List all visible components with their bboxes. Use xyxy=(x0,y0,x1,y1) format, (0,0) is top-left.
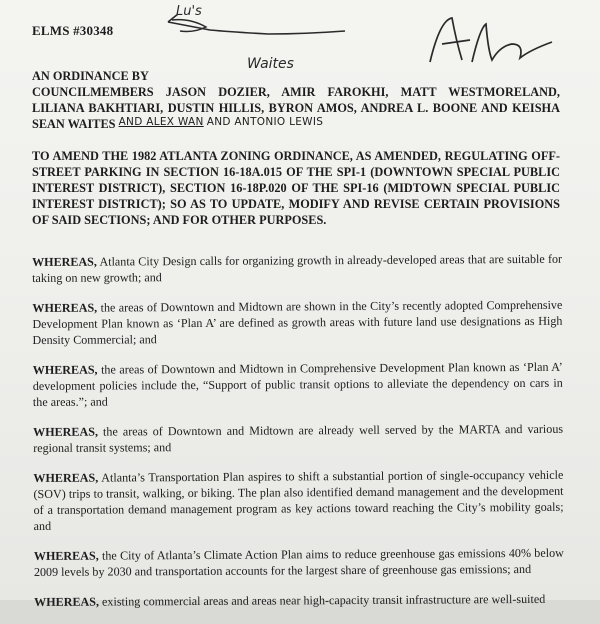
whereas-word: WHEREAS, xyxy=(34,594,100,609)
clause-text: the areas of Downtown and Midtown in Comprehensive Development Plan known as ‘Plan A’ development policies include the, “Support of public transit options to alleviate the dependency on cars in the areas.”; and xyxy=(32,359,563,409)
whereas-word: WHEREAS, xyxy=(33,470,99,485)
whereas-clause xyxy=(33,421,563,456)
clause-text: Atlanta’s Transportation Plan aspires to shift a substantial portion of single-occupancy vehicle (SOV) trips to transit, walking, or biking. The plan also identified demand management and the development of a transportation demand management program as key actions toward reaching the City’s mobility goals; and xyxy=(33,467,564,533)
ordinance-heading: AN ORDINANCE BY xyxy=(32,69,149,83)
clause-text: the areas of Downtown and Midtown are shown in the City’s recently adopted Comprehensive Development Plan known as ‘Plan A’ are defined as growth areas with future land use designations as High Density Commercial; and xyxy=(32,297,563,347)
whereas-clause xyxy=(32,251,562,286)
whereas-word: WHEREAS, xyxy=(32,254,97,269)
whereas-word: WHEREAS, xyxy=(32,300,98,315)
handwritten-and-alex-wan: AND ALEX WAN xyxy=(118,116,204,128)
handwritten-and-antonio-lewis: AND ANTONIO LEWIS xyxy=(206,116,324,128)
whereas-clause xyxy=(33,359,563,410)
whereas-clause xyxy=(34,545,564,580)
ordinance-title: TO AMEND THE 1982 ATLANTA ZONING ORDINANCE, AS AMENDED, REGULATING OFF-STREET PARKING IN SECTION 16-18A.015 OF THE SPI-1 (DOWNTOWN SPECIAL PUBLIC INTEREST DISTRICT), SECTION 16-18P.020 OF THE SPI-16 (MIDTOWN SPECIAL PUBLIC INTEREST DISTRICT); SO AS TO UPDATE, MODIFY AND REVISE CERTAIN PROVISIONS OF SAID SECTIONS; AND FOR OTHER PURPOSES. xyxy=(32,149,560,227)
clause-text: existing commercial areas and areas near high-capacity transit infrastructure are well-suited xyxy=(101,591,546,609)
handwritten-note-top: Lu's xyxy=(176,4,202,19)
clause-text: the City of Atlanta’s Climate Action Plan aims to reduce greenhouse gas emissions 40% below 2009 levels by 2030 and transportation accounts for the largest share of greenhouse gas emissions; and xyxy=(33,545,564,579)
clause-text: the areas of Downtown and Midtown are already well served by the MARTA and various regional transit systems; and xyxy=(33,421,564,455)
ordinance-sponsors xyxy=(32,68,560,133)
whereas-clause xyxy=(34,591,564,610)
whereas-word: WHEREAS, xyxy=(32,362,98,377)
handwritten-waites: Waites xyxy=(247,56,294,72)
whereas-word: WHEREAS, xyxy=(33,424,98,439)
handwritten-signature xyxy=(438,24,487,49)
whereas-clauses xyxy=(32,251,564,624)
whereas-clause xyxy=(33,467,563,534)
document-reference-number: ELMS #30348 xyxy=(32,23,114,38)
clause-text: Atlanta City Design calls for organizing growth in already-developed areas that are suitable for taking on new growth; and xyxy=(32,251,563,285)
whereas-clause xyxy=(32,297,562,348)
sponsors-list: COUNCILMEMBERS JASON DOZIER, AMIR FAROKHI, MATT WESTMORELAND, LILIANA BAKHTIARI, DUSTIN HILLIS, BYRON AMOS, ANDREA L. BOONE AND KEISHA SEAN WAITES xyxy=(32,85,560,131)
whereas-word: WHEREAS, xyxy=(33,548,99,563)
